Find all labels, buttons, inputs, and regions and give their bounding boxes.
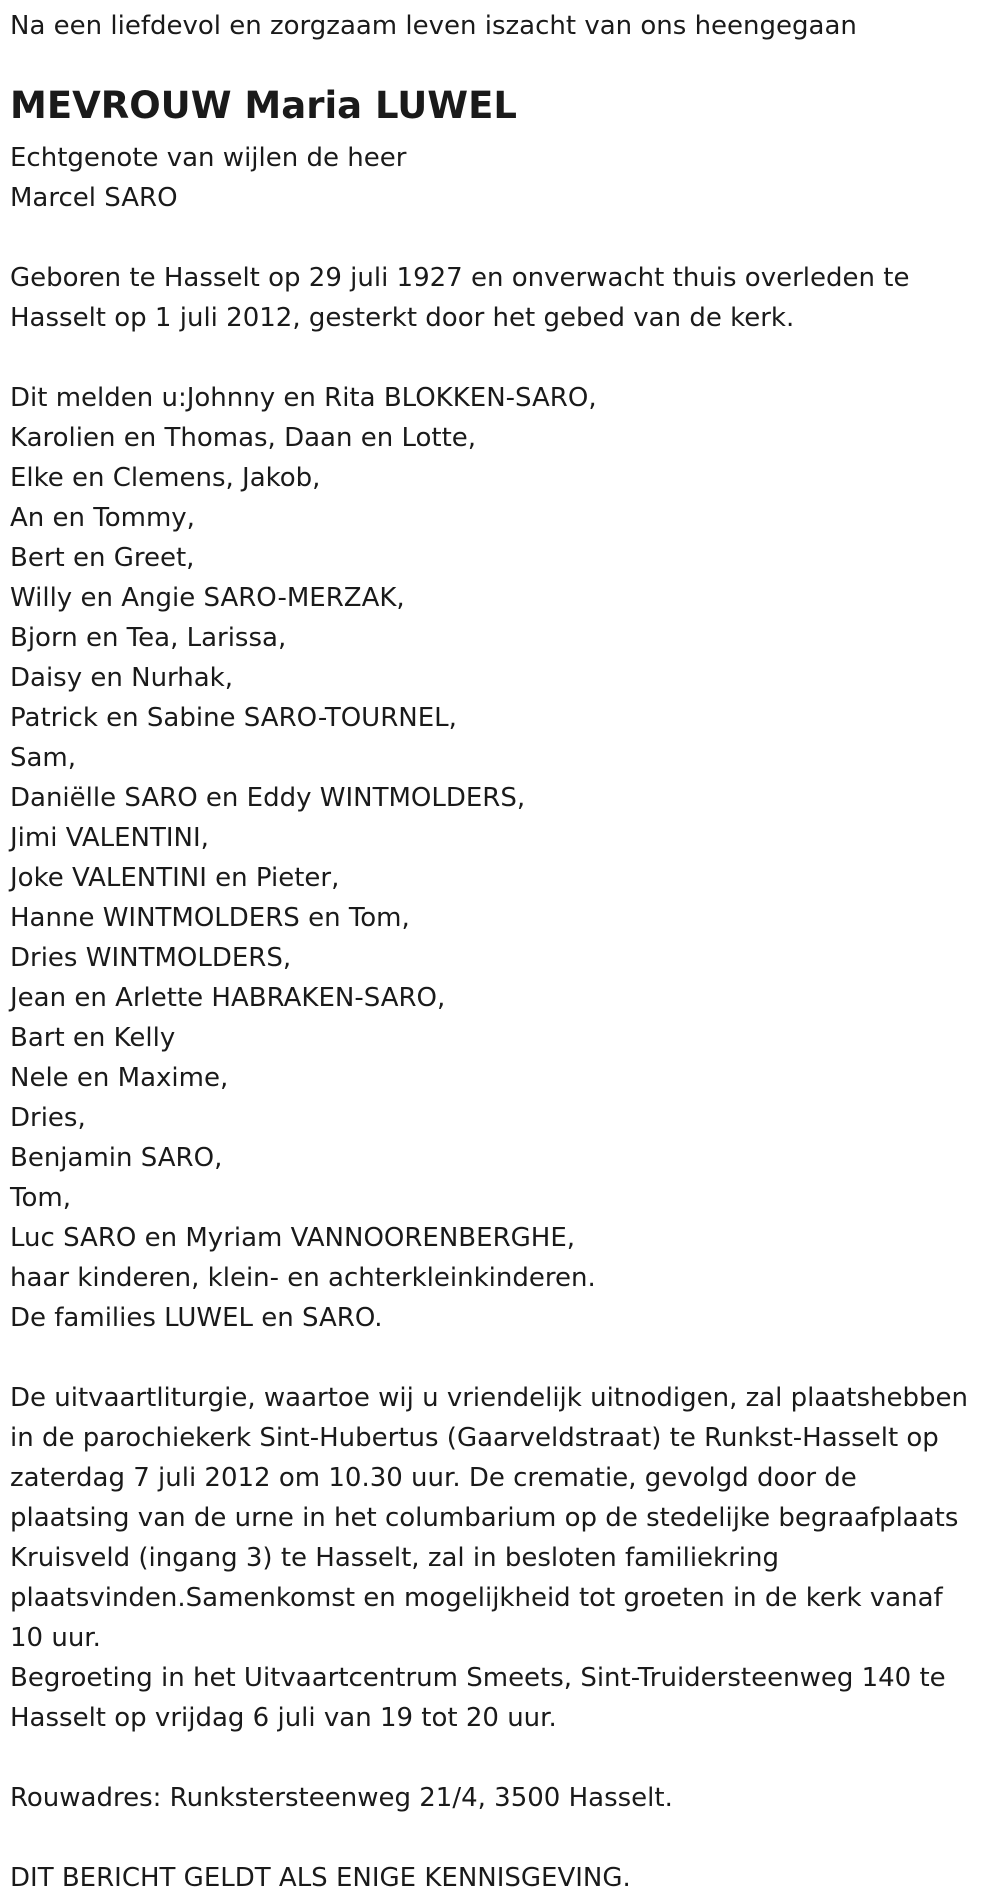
family-line: Jean en Arlette HABRAKEN-SARO, (10, 983, 446, 1013)
family-line: Daisy en Nurhak, (10, 663, 234, 693)
family-line: Dries WINTMOLDERS, (10, 943, 292, 973)
family-line: Nele en Maxime, (10, 1063, 229, 1093)
family-line: Daniëlle SARO en Eddy WINTMOLDERS, (10, 783, 526, 813)
funeral-line: De uitvaartliturgie, waartoe wij u vriendelijk uitnodigen, zal plaatshebben (10, 1383, 968, 1413)
funeral-line: Kruisveld (ingang 3) te Hasselt, zal in besloten familiekring (10, 1543, 779, 1573)
mourning-address: Rouwadres: Runkstersteenweg 21/4, 3500 Hasselt. (10, 1783, 673, 1813)
birth-death-section (10, 258, 990, 338)
family-line: An en Tommy, (10, 503, 195, 533)
funeral-line: Begroeting in het Uitvaartcentrum Smeets, Sint-Truidersteenweg 140 te (10, 1663, 946, 1693)
funeral-details (10, 1378, 990, 1738)
funeral-line: zaterdag 7 juli 2012 om 10.30 uur. De crematie, gevolgd door de (10, 1463, 857, 1493)
closing-notice: DIT BERICHT GELDT ALS ENIGE KENNISGEVING. (10, 1863, 631, 1893)
family-line: Willy en Angie SARO-MERZAK, (10, 583, 405, 613)
family-line: Dit melden u:Johnny en Rita BLOKKEN-SARO, (10, 383, 597, 413)
family-list (10, 378, 990, 1338)
intro-text: Na een liefdevol en zorgzaam leven iszacht van ons heengegaan (10, 11, 857, 41)
spouse-line: Marcel SARO (10, 183, 178, 213)
funeral-line: Hasselt op vrijdag 6 juli van 19 tot 20 uur. (10, 1703, 557, 1733)
family-line: Sam, (10, 743, 77, 773)
family-line: Dries, (10, 1103, 86, 1133)
family-line: Tom, (10, 1183, 71, 1213)
family-line: Joke VALENTINI en Pieter, (10, 863, 340, 893)
funeral-line: plaatsing van de urne in het columbarium op de stedelijke begraafplaats (10, 1503, 959, 1533)
family-line: Karolien en Thomas, Daan en Lotte, (10, 423, 477, 453)
funeral-line: 10 uur. (10, 1623, 101, 1653)
family-line: Jimi VALENTINI, (10, 823, 209, 853)
funeral-line: plaatsvinden.Samenkomst en mogelijkheid tot groeten in de kerk vanaf (10, 1583, 943, 1613)
spouse-line: Echtgenote van wijlen de heer (10, 143, 407, 173)
family-line: Bert en Greet, (10, 543, 195, 573)
birth-death-line: Hasselt op 1 juli 2012, gesterkt door het gebed van de kerk. (10, 303, 795, 333)
family-line: Bart en Kelly (10, 1023, 176, 1053)
deceased-name: MEVROUW Maria LUWEL (10, 84, 517, 127)
family-line: De families LUWEL en SARO. (10, 1303, 383, 1333)
family-line: Luc SARO en Myriam VANNOORENBERGHE, (10, 1223, 576, 1253)
family-line: Patrick en Sabine SARO-TOURNEL, (10, 703, 457, 733)
family-line: Benjamin SARO, (10, 1143, 223, 1173)
family-line: haar kinderen, klein- en achterkleinkinderen. (10, 1263, 596, 1293)
spouse-section (10, 138, 990, 218)
funeral-line: in de parochiekerk Sint-Hubertus (Gaarveldstraat) te Runkst-Hasselt op (10, 1423, 939, 1453)
birth-death-line: Geboren te Hasselt op 29 juli 1927 en onverwacht thuis overleden te (10, 263, 910, 293)
family-line: Elke en Clemens, Jakob, (10, 463, 321, 493)
family-line: Bjorn en Tea, Larissa, (10, 623, 287, 653)
family-line: Hanne WINTMOLDERS en Tom, (10, 903, 410, 933)
